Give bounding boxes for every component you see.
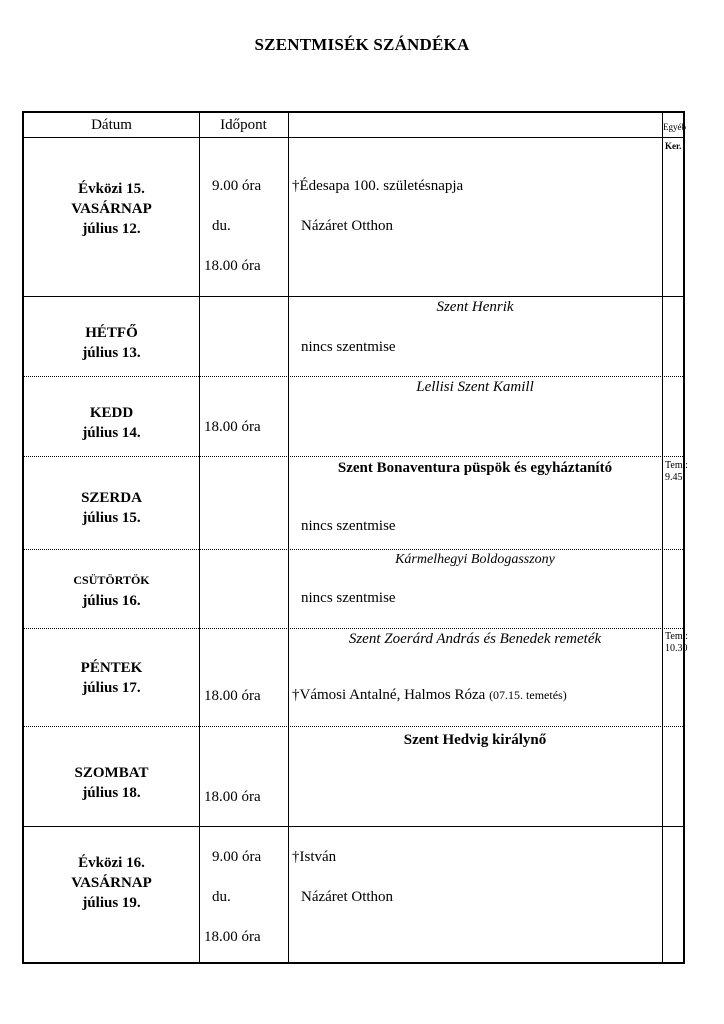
mass-time: 9.00 óra: [212, 849, 262, 865]
mass-time: 18.00 óra: [204, 258, 261, 274]
mass-intention: †Édesapa 100. születésnapja: [292, 178, 464, 194]
row-divider: [24, 296, 683, 297]
mass-time: 18.00 óra: [204, 789, 261, 805]
feast-name: Szent Henrik: [436, 299, 514, 315]
mass-intention: nincs szentmise: [301, 339, 396, 355]
column-divider: [288, 113, 289, 962]
row-day-label: Évközi 16. VASÁRNAP július 19.: [71, 855, 152, 911]
feast-name: Lellisi Szent Kamill: [416, 379, 534, 395]
mass-intention: Názáret Otthon: [301, 218, 394, 234]
row-divider: [24, 628, 683, 629]
mass-time: du.: [212, 218, 231, 234]
column-divider: [662, 113, 663, 962]
row-day-label: KEDD július 14.: [82, 405, 141, 441]
mass-intention: †István: [292, 849, 337, 865]
mass-time: 18.00 óra: [204, 688, 261, 704]
row-divider: [24, 726, 683, 727]
feast-name: Szent Bonaventura püspök és egyháztanító: [337, 460, 613, 476]
row-divider: [24, 549, 683, 550]
feast-name: Szent Hedvig királynő: [403, 732, 547, 748]
other-note: Tem.: 10.30: [665, 631, 688, 654]
row-day-label: SZOMBAT július 18.: [74, 765, 149, 801]
row-divider: [24, 826, 683, 827]
page-title: SZENTMISÉK SZÁNDÉKA: [254, 35, 470, 54]
mass-time: du.: [212, 889, 231, 905]
row-divider: [24, 456, 683, 457]
feast-name: Kármelhegyi Boldogasszony: [395, 552, 555, 567]
row-day-label: CSÜTÖRTÖK július 16.: [73, 573, 150, 609]
header-date: Dátum: [91, 117, 132, 133]
column-divider: [199, 113, 200, 962]
header-time: Időpont: [220, 117, 267, 133]
mass-intention: nincs szentmise: [301, 590, 396, 606]
mass-intention: †Vámosi Antalné, Halmos Róza (07.15. temetés): [292, 687, 567, 703]
mass-time: 9.00 óra: [212, 178, 262, 194]
row-divider: [24, 376, 683, 377]
other-note: Tem.: 9.45: [665, 460, 688, 483]
feast-name: Szent Zoerárd András és Benedek remeték: [348, 631, 602, 647]
header-divider: [24, 137, 683, 138]
row-day-label: SZERDA július 15.: [81, 490, 142, 526]
mass-intention: nincs szentmise: [301, 518, 396, 534]
other-note: Ker.: [665, 141, 682, 151]
mass-time: 18.00 óra: [204, 419, 261, 435]
mass-intention: Názáret Otthon: [301, 889, 394, 905]
mass-intentions-table: [22, 111, 688, 964]
row-day-label: HÉTFŐ július 13.: [82, 325, 141, 361]
header-other: Egyéb: [663, 122, 686, 132]
mass-time: 18.00 óra: [204, 929, 261, 945]
row-day-label: PÉNTEK július 17.: [80, 660, 143, 696]
row-day-label: Évközi 15. VASÁRNAP július 12.: [71, 181, 152, 237]
